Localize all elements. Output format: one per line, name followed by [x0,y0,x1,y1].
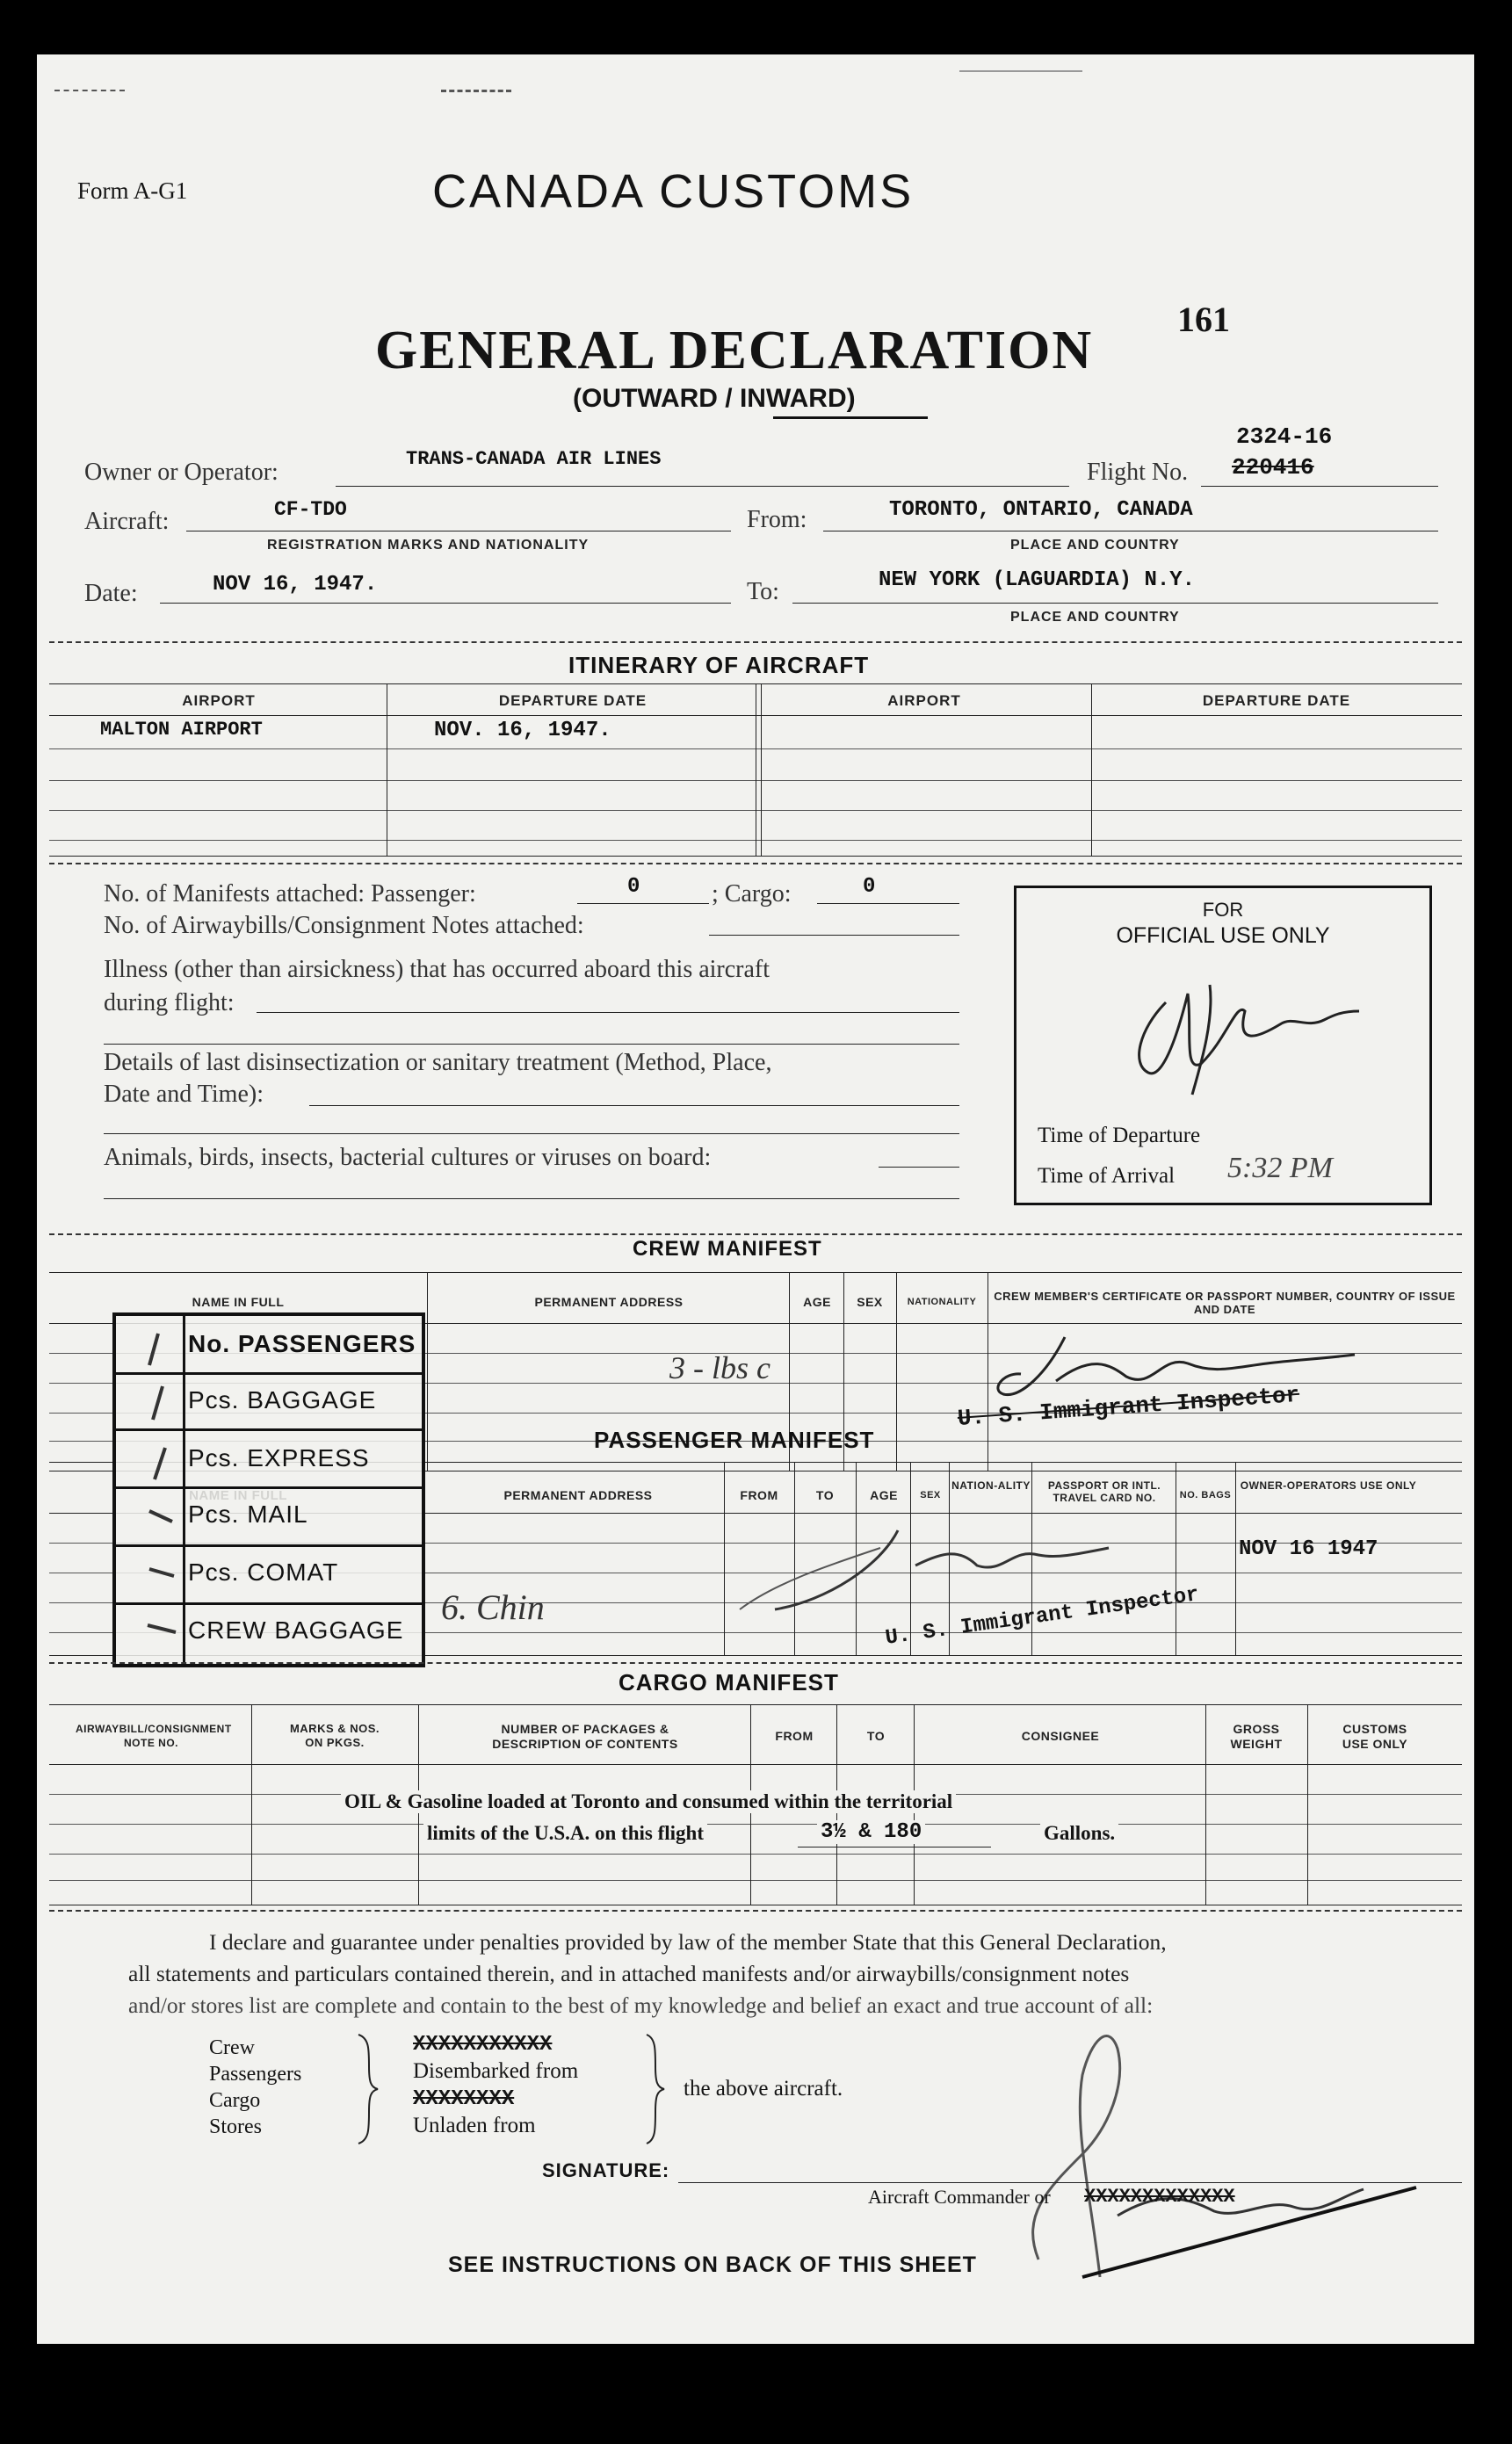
stamp-tally-marks [123,1316,184,1664]
airwaybills-label: No. of Airwaybills/Consignment Notes attached: [104,912,584,939]
cargo-header-to: TO [866,1729,886,1743]
to-label: To: [747,578,779,605]
passenger-header-age: AGE [870,1488,898,1502]
declaration-line3: and/or stores list are complete and contain to the best of my knowledge and belief an exact and true account of all: [128,1992,1154,2018]
declaration-line2: all statements and particulars contained therein, and in attached manifests and/or airwaybills/consignment notes [128,1961,1130,1986]
commander-struck: XXXXXXXXXXXXX [1084,2186,1235,2208]
animals-label: Animals, birds, insects, bacterial cultures or viruses on board: [104,1144,712,1171]
above-aircraft-label: the above aircraft. [684,2077,843,2101]
declaration-item-passengers: Passengers [209,2063,302,2086]
illness-label-1: Illness (other than airsickness) that has occurred aboard this aircraft [104,956,770,983]
passenger-manifest-title: PASSENGER MANIFEST [594,1427,875,1453]
baggage-count-stamp [112,1312,425,1667]
flight-label: Flight No. [1087,459,1189,486]
declaration-form [37,54,1474,2344]
itinerary-header-departure-2: DEPARTURE DATE [1202,692,1351,709]
departure-time-label: Time of Departure [1038,1124,1201,1147]
crew-inspector-stamp: U. S. Immigrant Inspector [956,1381,1301,1432]
disembarked-label: Disembarked from [413,2059,579,2083]
right-brace [643,2031,669,2147]
declaration-line1: I declare and guarantee under penalties provided by law of the member State that this General Declaration, [209,1929,1167,1955]
date-value: NOV 16, 1947. [213,573,378,597]
cargo-header-airwaybill: AIRWAYBILL/CONSIGNMENT NOTE NO. [76,1723,232,1749]
direction-label: (OUTWARD / INWARD) [573,384,856,413]
unladen-label: Unladen from [413,2114,536,2137]
crew-header-nationality: NATIONALITY [907,1297,977,1307]
stamp-no-passengers: No. PASSENGERS [188,1330,416,1357]
passenger-header-owner: OWNER-OPERATORS USE ONLY [1240,1479,1417,1492]
aircraft-caption: REGISTRATION MARKS AND NATIONALITY [267,538,590,553]
crew-header-name: NAME IN FULL [192,1295,285,1309]
commander-label: Aircraft Commander or [868,2186,1051,2208]
passenger-date-stamp: NOV 16 1947 [1239,1537,1378,1561]
owner-value: TRANS-CANADA AIR LINES [406,448,662,470]
crew-header-certificate: CREW MEMBER'S CERTIFICATE OR PASSPORT NUMBER, COUNTRY OF ISSUE AND DATE [994,1290,1456,1316]
commander-signature [986,1996,1443,2295]
passenger-header-passport: PASSPORT OR INTL. TRAVEL CARD NO. [1047,1479,1161,1504]
declaration-items [209,2035,301,2140]
cargo-label: ; Cargo: [712,880,792,907]
itinerary-header-departure: DEPARTURE DATE [498,692,647,709]
crew-header-age: AGE [803,1295,831,1309]
manifests-label: No. of Manifests attached: Passenger: [104,880,476,907]
itinerary-header-airport: AIRPORT [182,692,256,709]
itinerary-airport: MALTON AIRPORT [100,719,263,741]
stamp-pcs-baggage: Pcs. BAGGAGE [188,1386,377,1414]
struck-text-1: XXXXXXXXXXX [413,2033,553,2057]
stamp-pcs-express: Pcs. EXPRESS [188,1444,370,1471]
cargo-header-packages: NUMBER OF PACKAGES & DESCRIPTION OF CONTENTS [492,1722,678,1751]
margin-mark [441,90,511,92]
aircraft-value: CF-TDO [274,498,347,521]
itinerary-header-airport-2: AIRPORT [887,692,961,709]
passenger-header-from: FROM [740,1488,778,1502]
cargo-header-gross-weight: GROSS WEIGHT [1230,1722,1283,1751]
stamp-pcs-comat: Pcs. COMAT [188,1558,339,1586]
passenger-header-bags: NO. BAGS [1179,1490,1232,1500]
cargo-header-customs: CUSTOMS USE ONLY [1342,1722,1408,1751]
official-label: OFFICIAL USE ONLY [1116,923,1330,948]
cargo-manifest-title: CARGO MANIFEST [619,1669,839,1696]
itinerary-title: ITINERARY OF AIRCRAFT [568,652,870,678]
flight-value: 2324-16 [1236,423,1333,450]
cargo-note-line1: OIL & Gasoline loaded at Toronto and consumed within the territorial [341,1790,956,1813]
cargo-note-line2-a: limits of the U.S.A. on this flight [423,1822,707,1845]
declaration-item-stores: Stores [209,2115,262,2138]
cargo-header-from: FROM [775,1729,814,1743]
struck-text-2: XXXXXXXX [413,2087,515,2111]
flight-struck-value: 220416 [1232,454,1314,481]
arrival-time-label: Time of Arrival [1038,1164,1176,1188]
disinsect-label-1: Details of last disinsectization or sanitary treatment (Method, Place, [104,1049,772,1076]
crew-address-note: 3 - lbs c [669,1350,770,1385]
official-signature [1104,976,1368,1099]
passenger-address-note: 6. Chin [441,1587,545,1627]
inward-underline [773,416,928,419]
cargo-note-quantity: 3½ & 180 [817,1820,925,1844]
cargo-header-marks: MARKS & NOS. ON PKGS. [289,1722,380,1749]
form-number: Form A-G1 [77,177,188,204]
passenger-header-to: TO [815,1488,835,1502]
from-caption: PLACE AND COUNTRY [1010,538,1180,553]
declaration-item-crew: Crew [209,2036,255,2059]
margin-mark [959,70,1082,72]
serial-number: 161 [1177,300,1230,339]
illness-label-2: during flight: [104,989,235,1016]
official-use-box [1014,886,1432,1205]
to-value: NEW YORK (LAGUARDIA) N.Y. [879,568,1196,592]
official-label-for: FOR [1202,899,1244,921]
crew-header-address: PERMANENT ADDRESS [534,1295,684,1309]
crew-header-sex: SEX [857,1295,883,1309]
passenger-header-nationality: NATION-ALITY [951,1479,1031,1492]
owner-label: Owner or Operator: [84,459,279,486]
agency-title: CANADA CUSTOMS [432,165,915,218]
declaration-item-cargo: Cargo [209,2089,261,2112]
from-label: From: [747,506,807,533]
cargo-manifest-count: 0 [863,875,876,899]
passenger-inspector-stamp: U. S. Immigrant Inspector [884,1583,1201,1651]
left-brace [353,2031,380,2147]
disinsect-label-2: Date and Time): [104,1081,264,1108]
aircraft-label: Aircraft: [84,508,170,535]
passenger-header-sex: SEX [920,1490,941,1500]
date-label: Date: [84,580,138,607]
crew-manifest-title: CREW MANIFEST [633,1237,822,1261]
from-value: TORONTO, ONTARIO, CANADA [889,498,1193,522]
margin-mark [54,90,125,91]
stamp-crew-baggage: CREW BAGGAGE [188,1616,404,1644]
cargo-header-consignee: CONSIGNEE [1021,1729,1100,1743]
stamp-pcs-mail: Pcs. MAIL [188,1500,308,1528]
signature-label: SIGNATURE: [542,2159,670,2181]
footer-instructions: SEE INSTRUCTIONS ON BACK OF THIS SHEET [448,2252,977,2277]
form-title: GENERAL DECLARATION [375,321,1094,380]
itinerary-departure-date: NOV. 16, 1947. [434,719,611,742]
passenger-manifest-count: 0 [627,875,640,899]
passenger-header-address: PERMANENT ADDRESS [503,1488,653,1502]
cargo-note-unit: Gallons. [1040,1822,1118,1845]
arrival-time-value: 5:32 PM [1227,1152,1333,1184]
to-caption: PLACE AND COUNTRY [1010,610,1180,625]
